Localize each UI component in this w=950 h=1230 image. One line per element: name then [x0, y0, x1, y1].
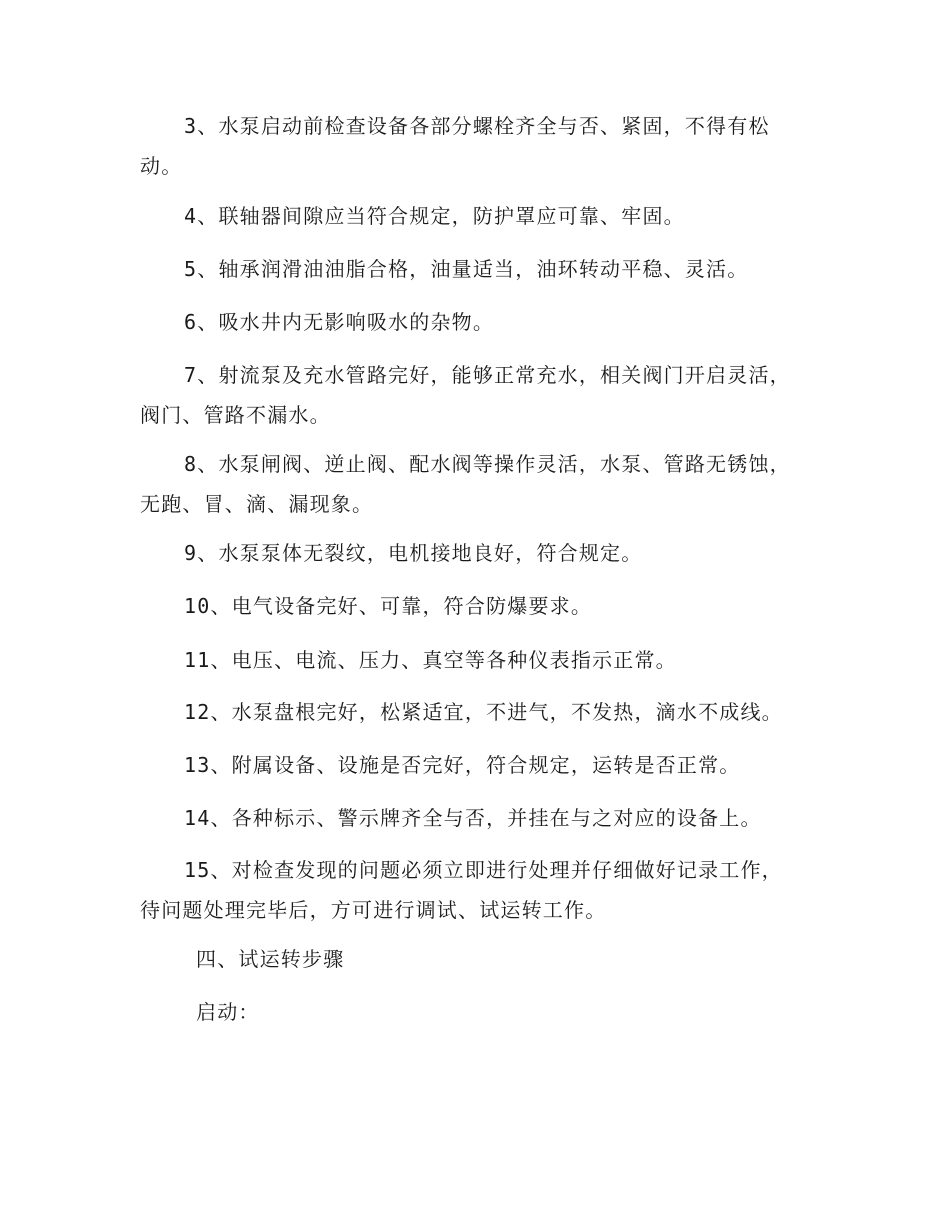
- paragraph-item-11: 11、电压、电流、压力、真空等各种仪表指示正常。: [184, 648, 677, 672]
- paragraph-item-3: 3、水泵启动前检查设备各部分螺栓齐全与否、紧固，不得有松动。: [140, 114, 770, 178]
- paragraph-item-15: 15、对检查发现的问题必须立即进行处理并仔细做好记录工作，待问题处理完毕后，方可进行调试、试运转工作。: [140, 858, 783, 922]
- paragraph-item-13: 13、附属设备、设施是否完好，符合规定，运转是否正常。: [184, 753, 741, 777]
- paragraph-item-4: 4、联轴器间隙应当符合规定，防护罩应可靠、牢固。: [184, 204, 685, 228]
- section-heading: 四、试运转步骤: [196, 947, 345, 971]
- paragraph-item-10: 10、电气设备完好、可靠，符合防爆要求。: [184, 594, 593, 618]
- paragraph-item-8: 8、水泵闸阀、逆止阀、配水阀等操作灵活，水泵、管路无锈蚀，无跑、冒、滴、漏现象。: [140, 452, 791, 516]
- paragraph-item-7: 7、射流泵及充水管路完好，能够正常充水，相关阀门开启灵活，阀门、管路不漏水。: [140, 363, 791, 427]
- paragraph-item-5: 5、轴承润滑油油脂合格，油量适当，油环转动平稳、灵活。: [184, 257, 749, 281]
- paragraph-item-9: 9、水泵泵体无裂纹，电机接地良好，符合规定。: [184, 541, 643, 565]
- paragraph-item-14: 14、各种标示、警示牌齐全与否，并挂在与之对应的设备上。: [184, 806, 762, 830]
- sub-heading: 启动：: [196, 1000, 260, 1024]
- paragraph-item-6: 6、吸水井内无影响吸水的杂物。: [184, 310, 495, 334]
- paragraph-item-12: 12、水泵盘根完好，松紧适宜，不进气，不发热，滴水不成线。: [184, 700, 783, 724]
